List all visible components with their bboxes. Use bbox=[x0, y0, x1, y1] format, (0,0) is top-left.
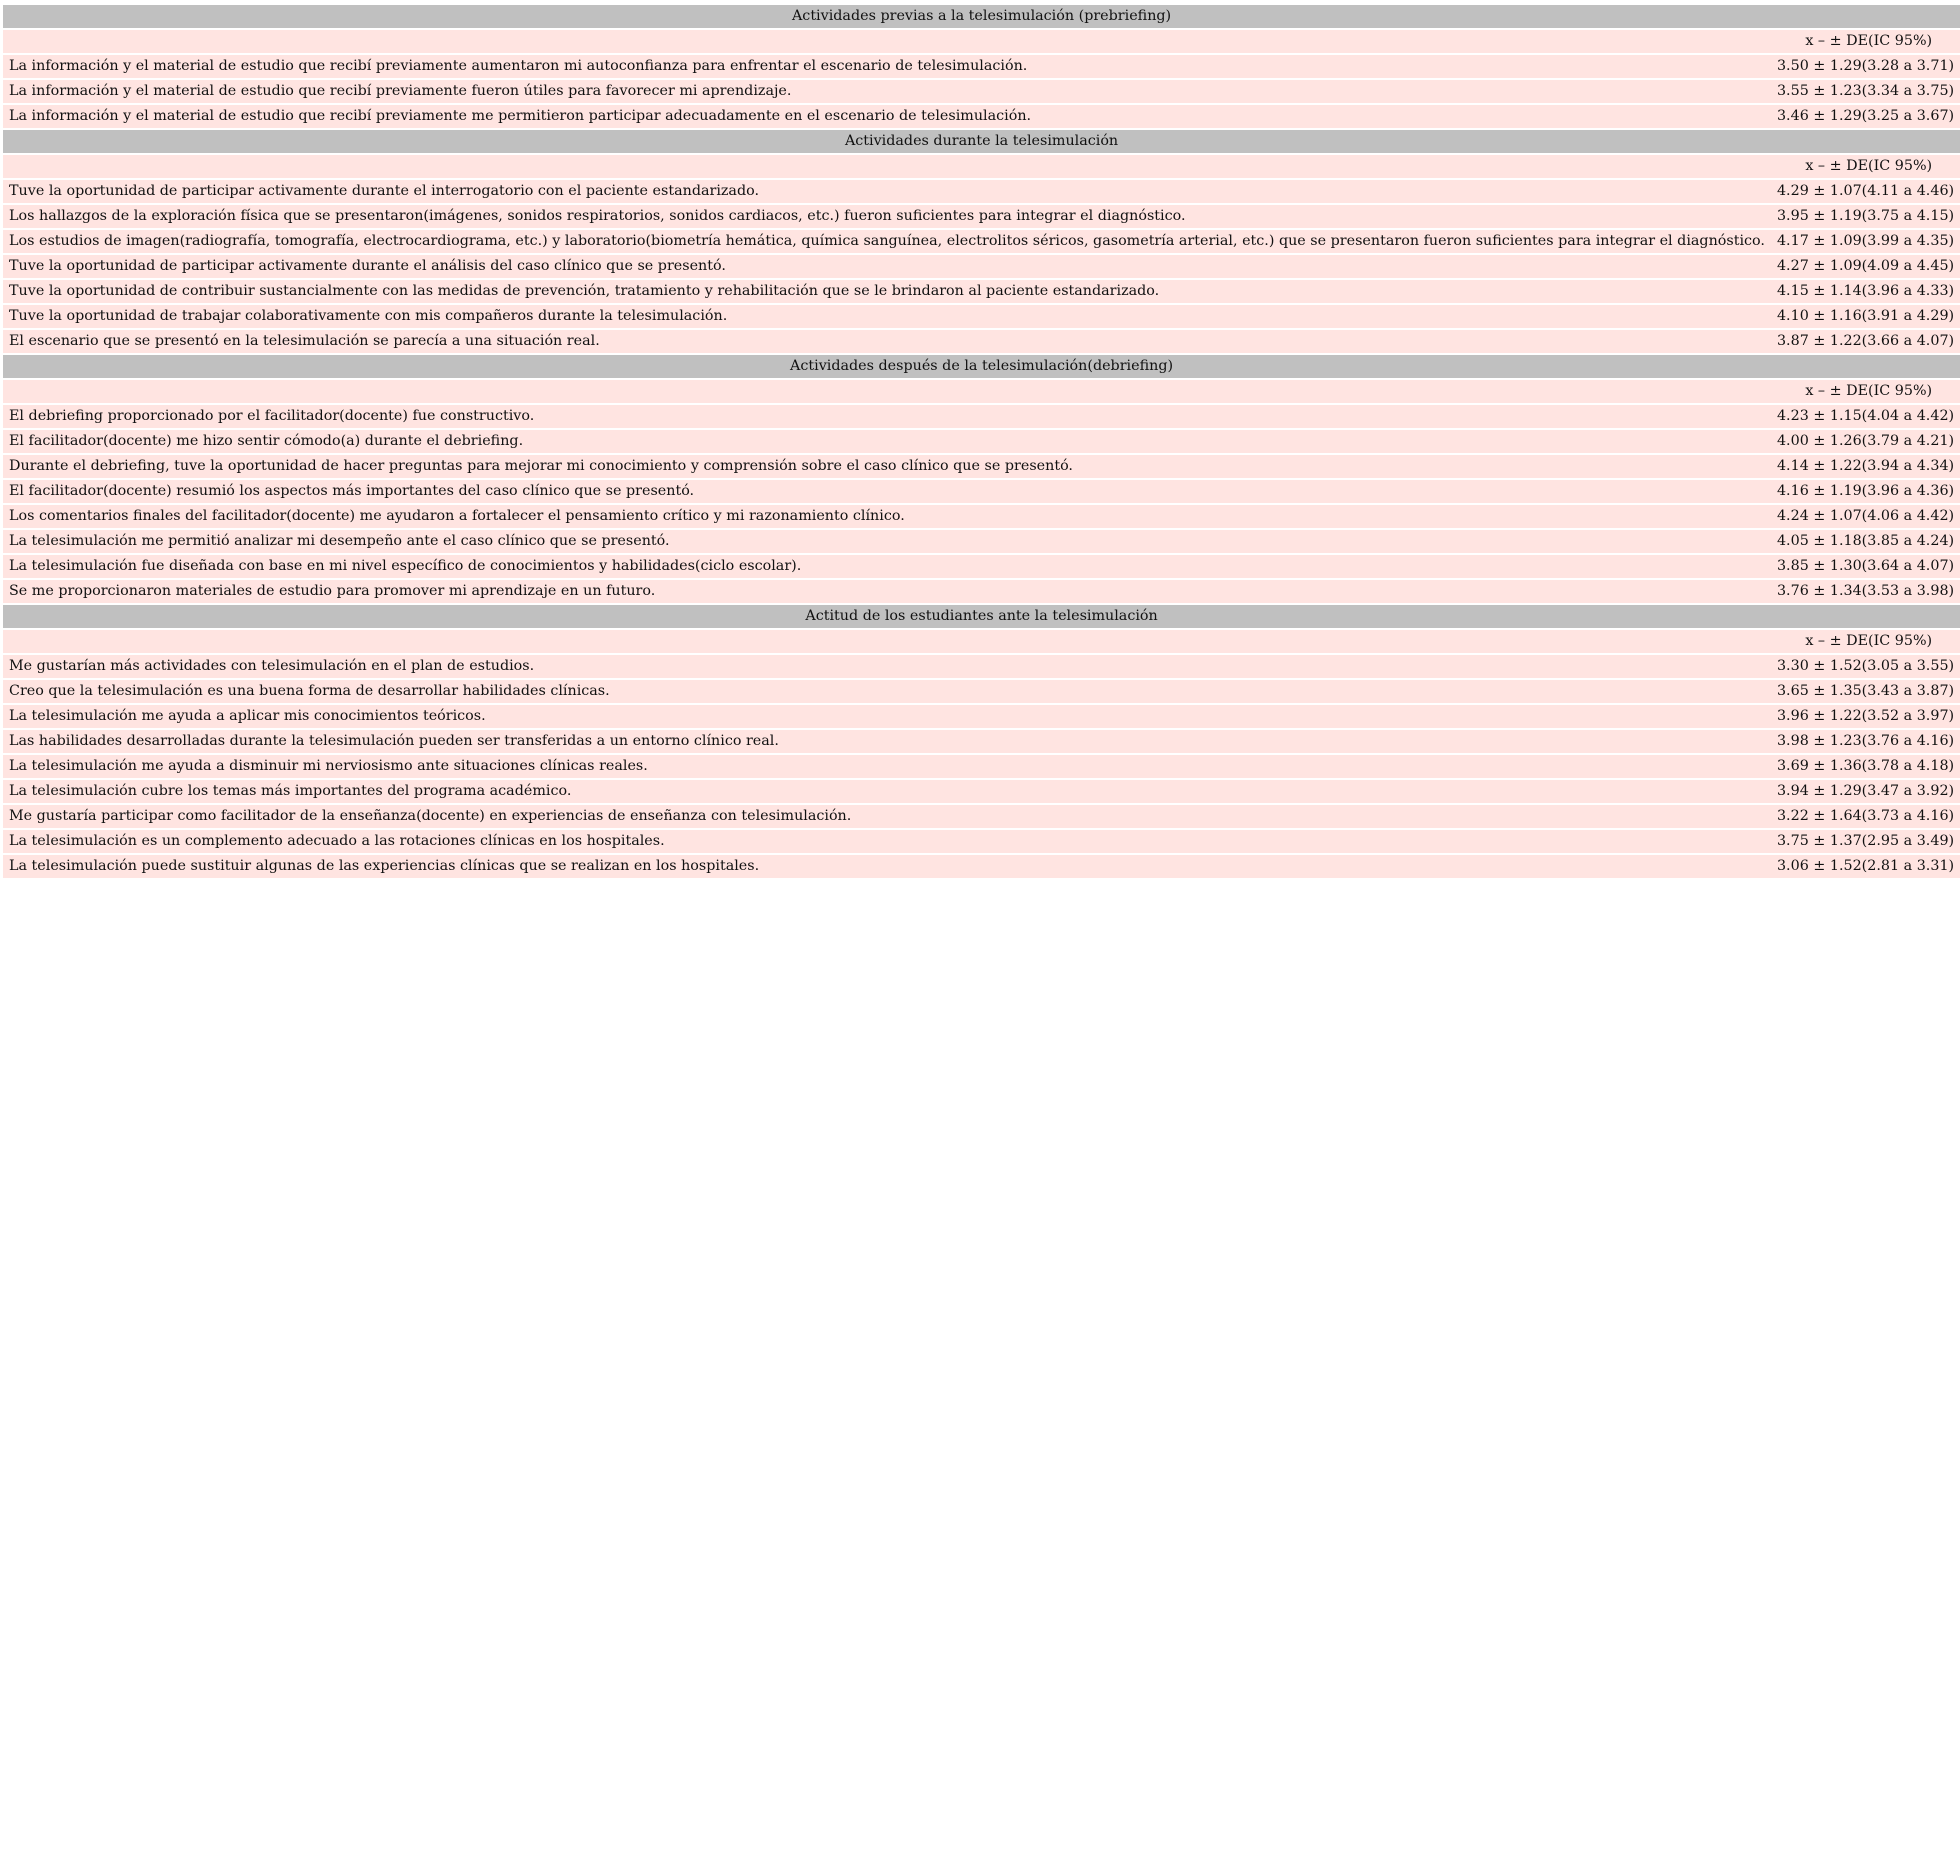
item-statistic-value: 4.05 ± 1.18(3.85 a 4.24) bbox=[1771, 530, 1960, 555]
table-row bbox=[3, 230, 1960, 255]
item-statistic-value: 3.69 ± 1.36(3.78 a 4.18) bbox=[1771, 755, 1960, 780]
item-statistic-value: 3.75 ± 1.37(2.95 a 3.49) bbox=[1771, 830, 1960, 855]
table-row bbox=[3, 830, 1960, 855]
item-statement: La telesimulación puede sustituir algunas de las experiencias clínicas que se realizan en los hospitales. bbox=[3, 855, 1771, 880]
table-row bbox=[3, 430, 1960, 455]
item-statement: Tuve la oportunidad de trabajar colaborativamente con mis compañeros durante la telesimulación. bbox=[3, 305, 1771, 330]
table-row bbox=[3, 805, 1960, 830]
table-row bbox=[3, 555, 1960, 580]
table-row bbox=[3, 330, 1960, 355]
item-statement: Tuve la oportunidad de contribuir sustancialmente con las medidas de prevención, tratamiento y rehabilitación que se le brindaron al paciente estandarizado. bbox=[3, 280, 1771, 305]
section-header-row bbox=[3, 130, 1960, 155]
item-statistic-value: 4.00 ± 1.26(3.79 a 4.21) bbox=[1771, 430, 1960, 455]
item-statement: La telesimulación me permitió analizar mi desempeño ante el caso clínico que se presentó. bbox=[3, 530, 1771, 555]
item-statement: La información y el material de estudio que recibí previamente me permitieron participar adecuadamente en el escenario de telesimulación. bbox=[3, 105, 1771, 130]
table-row bbox=[3, 280, 1960, 305]
item-statement: Tuve la oportunidad de participar activamente durante el análisis del caso clínico que se presentó. bbox=[3, 255, 1771, 280]
item-statistic-value: 3.55 ± 1.23(3.34 a 3.75) bbox=[1771, 80, 1960, 105]
table-row bbox=[3, 55, 1960, 80]
item-statistic-value: 3.95 ± 1.19(3.75 a 4.15) bbox=[1771, 205, 1960, 230]
item-statement: La telesimulación cubre los temas más importantes del programa académico. bbox=[3, 780, 1771, 805]
item-statistic-value: 4.27 ± 1.09(4.09 a 4.45) bbox=[1771, 255, 1960, 280]
survey-results-table bbox=[3, 5, 1960, 880]
table-row bbox=[3, 505, 1960, 530]
item-statistic-value: 3.94 ± 1.29(3.47 a 3.92) bbox=[1771, 780, 1960, 805]
item-statement: La telesimulación es un complemento adecuado a las rotaciones clínicas en los hospitales. bbox=[3, 830, 1771, 855]
item-statement: Las habilidades desarrolladas durante la telesimulación pueden ser transferidas a un entorno clínico real. bbox=[3, 730, 1771, 755]
column-header-statistic: x – ± DE(IC 95%) bbox=[1771, 30, 1960, 55]
section-title: Actividades después de la telesimulación(debriefing) bbox=[3, 355, 1960, 380]
item-statistic-value: 4.23 ± 1.15(4.04 a 4.42) bbox=[1771, 405, 1960, 430]
item-statement: La telesimulación fue diseñada con base en mi nivel específico de conocimientos y habilidades(ciclo escolar). bbox=[3, 555, 1771, 580]
item-statistic-value: 4.16 ± 1.19(3.96 a 4.36) bbox=[1771, 480, 1960, 505]
column-header-row bbox=[3, 30, 1960, 55]
item-statistic-value: 3.50 ± 1.29(3.28 a 3.71) bbox=[1771, 55, 1960, 80]
column-header-row bbox=[3, 155, 1960, 180]
table-row bbox=[3, 655, 1960, 680]
table-row bbox=[3, 80, 1960, 105]
table-row bbox=[3, 255, 1960, 280]
table-row bbox=[3, 855, 1960, 880]
table-row bbox=[3, 405, 1960, 430]
table-row bbox=[3, 305, 1960, 330]
column-header-statistic: x – ± DE(IC 95%) bbox=[1771, 630, 1960, 655]
table-row bbox=[3, 480, 1960, 505]
table-row bbox=[3, 730, 1960, 755]
table-row bbox=[3, 105, 1960, 130]
item-statistic-value: 3.98 ± 1.23(3.76 a 4.16) bbox=[1771, 730, 1960, 755]
item-statement: El debriefing proporcionado por el facilitador(docente) fue constructivo. bbox=[3, 405, 1771, 430]
table-row bbox=[3, 580, 1960, 605]
item-statistic-value: 3.46 ± 1.29(3.25 a 3.67) bbox=[1771, 105, 1960, 130]
item-statement: La telesimulación me ayuda a disminuir mi nerviosismo ante situaciones clínicas reales. bbox=[3, 755, 1771, 780]
column-header-row bbox=[3, 630, 1960, 655]
item-statistic-value: 3.87 ± 1.22(3.66 a 4.07) bbox=[1771, 330, 1960, 355]
column-header-statistic: x – ± DE(IC 95%) bbox=[1771, 155, 1960, 180]
table-row bbox=[3, 755, 1960, 780]
item-statement: Los estudios de imagen(radiografía, tomografía, electrocardiograma, etc.) y laboratorio(biometría hemática, química sanguínea, electrolitos séricos, gasometría arterial, etc.) que se presentaron fueron suficientes para integrar el diagnóstico. bbox=[3, 230, 1771, 255]
item-statistic-value: 3.96 ± 1.22(3.52 a 3.97) bbox=[1771, 705, 1960, 730]
section-header-row bbox=[3, 5, 1960, 30]
table-row bbox=[3, 530, 1960, 555]
item-statistic-value: 4.15 ± 1.14(3.96 a 4.33) bbox=[1771, 280, 1960, 305]
item-statement: El escenario que se presentó en la telesimulación se parecía a una situación real. bbox=[3, 330, 1771, 355]
column-header-statistic: x – ± DE(IC 95%) bbox=[1771, 380, 1960, 405]
column-header-empty-cell bbox=[3, 30, 1771, 55]
table-row bbox=[3, 180, 1960, 205]
column-header-empty-cell bbox=[3, 630, 1771, 655]
item-statement: El facilitador(docente) me hizo sentir cómodo(a) durante el debriefing. bbox=[3, 430, 1771, 455]
section-title: Actividades previas a la telesimulación (prebriefing) bbox=[3, 5, 1960, 30]
table-row bbox=[3, 205, 1960, 230]
item-statistic-value: 4.14 ± 1.22(3.94 a 4.34) bbox=[1771, 455, 1960, 480]
section-title: Actividades durante la telesimulación bbox=[3, 130, 1960, 155]
item-statement: La información y el material de estudio que recibí previamente fueron útiles para favorecer mi aprendizaje. bbox=[3, 80, 1771, 105]
column-header-empty-cell bbox=[3, 380, 1771, 405]
item-statistic-value: 4.17 ± 1.09(3.99 a 4.35) bbox=[1771, 230, 1960, 255]
item-statement: La telesimulación me ayuda a aplicar mis conocimientos teóricos. bbox=[3, 705, 1771, 730]
item-statistic-value: 3.85 ± 1.30(3.64 a 4.07) bbox=[1771, 555, 1960, 580]
item-statement: La información y el material de estudio que recibí previamente aumentaron mi autoconfianza para enfrentar el escenario de telesimulación. bbox=[3, 55, 1771, 80]
table-row bbox=[3, 455, 1960, 480]
section-header-row bbox=[3, 605, 1960, 630]
item-statement: Me gustaría participar como facilitador de la enseñanza(docente) en experiencias de enseñanza con telesimulación. bbox=[3, 805, 1771, 830]
item-statement: Tuve la oportunidad de participar activamente durante el interrogatorio con el paciente estandarizado. bbox=[3, 180, 1771, 205]
section-title: Actitud de los estudiantes ante la telesimulación bbox=[3, 605, 1960, 630]
survey-results-body bbox=[3, 5, 1960, 880]
item-statement: Los hallazgos de la exploración física que se presentaron(imágenes, sonidos respiratorios, sonidos cardiacos, etc.) fueron suficientes para integrar el diagnóstico. bbox=[3, 205, 1771, 230]
item-statement: El facilitador(docente) resumió los aspectos más importantes del caso clínico que se presentó. bbox=[3, 480, 1771, 505]
item-statistic-value: 4.10 ± 1.16(3.91 a 4.29) bbox=[1771, 305, 1960, 330]
item-statistic-value: 3.65 ± 1.35(3.43 a 3.87) bbox=[1771, 680, 1960, 705]
item-statistic-value: 3.30 ± 1.52(3.05 a 3.55) bbox=[1771, 655, 1960, 680]
table-row bbox=[3, 705, 1960, 730]
item-statement: Se me proporcionaron materiales de estudio para promover mi aprendizaje en un futuro. bbox=[3, 580, 1771, 605]
column-header-row bbox=[3, 380, 1960, 405]
item-statement: Los comentarios finales del facilitador(docente) me ayudaron a fortalecer el pensamiento crítico y mi razonamiento clínico. bbox=[3, 505, 1771, 530]
item-statement: Durante el debriefing, tuve la oportunidad de hacer preguntas para mejorar mi conocimiento y comprensión sobre el caso clínico que se presentó. bbox=[3, 455, 1771, 480]
item-statistic-value: 3.22 ± 1.64(3.73 a 4.16) bbox=[1771, 805, 1960, 830]
item-statement: Me gustarían más actividades con telesimulación en el plan de estudios. bbox=[3, 655, 1771, 680]
item-statistic-value: 4.24 ± 1.07(4.06 a 4.42) bbox=[1771, 505, 1960, 530]
section-header-row bbox=[3, 355, 1960, 380]
table-row bbox=[3, 680, 1960, 705]
item-statistic-value: 3.76 ± 1.34(3.53 a 3.98) bbox=[1771, 580, 1960, 605]
item-statistic-value: 3.06 ± 1.52(2.81 a 3.31) bbox=[1771, 855, 1960, 880]
column-header-empty-cell bbox=[3, 155, 1771, 180]
item-statistic-value: 4.29 ± 1.07(4.11 a 4.46) bbox=[1771, 180, 1960, 205]
item-statement: Creo que la telesimulación es una buena forma de desarrollar habilidades clínicas. bbox=[3, 680, 1771, 705]
table-row bbox=[3, 780, 1960, 805]
